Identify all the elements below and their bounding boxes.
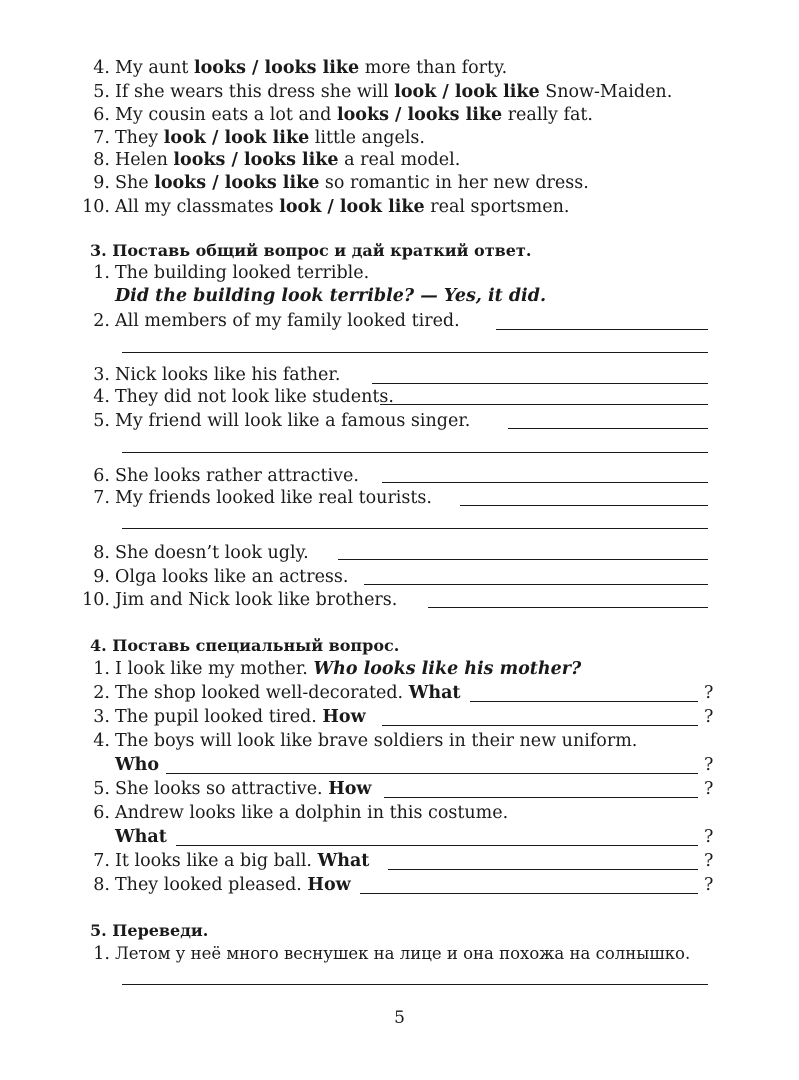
ex2-item	[0, 103, 799, 127]
answer-blank[interactable]	[496, 329, 708, 330]
item-number: 9.	[93, 173, 110, 193]
ex5-heading-line	[0, 919, 799, 943]
example-sentence: I look like my mother.	[115, 659, 308, 679]
item-text	[115, 657, 581, 681]
item-text: My aunt looks / looks like more than forty.	[115, 58, 508, 78]
ex2-item	[0, 80, 799, 104]
question-word: What	[408, 683, 461, 703]
item-number: 3.	[93, 365, 110, 385]
exercise-heading: 5. Переведи.	[90, 921, 209, 940]
item-text: They did not look like students.	[115, 387, 394, 407]
item-text: The shop looked well-decorated. What	[115, 683, 461, 703]
answer-blank[interactable]	[360, 893, 698, 894]
item-text: Jim and Nick look like brothers.	[115, 590, 398, 610]
answer-blank[interactable]	[122, 452, 708, 453]
item-text: My friends looked like real tourists.	[115, 488, 432, 508]
item-text: The boys will look like brave soldiers in their new uniform.	[115, 731, 638, 751]
item-number: 5.	[93, 411, 110, 431]
item-text: All members of my family looked tired.	[115, 311, 460, 331]
exercise-heading: 3. Поставь общий вопрос и дай краткий ответ.	[90, 241, 532, 260]
item-text: My cousin eats a lot and looks / looks like really fat.	[115, 105, 593, 125]
item-text: The pupil looked tired. How	[115, 707, 366, 727]
question-word: What	[317, 851, 370, 871]
item-text: Летом у неё много веснушек на лице и она похожа на солнышко.	[115, 944, 691, 963]
example-answer: Did the building look terrible? — Yes, it did.	[115, 286, 547, 306]
answer-blank[interactable]	[122, 984, 708, 985]
item-number: 1.	[93, 944, 110, 964]
item-number: 7.	[93, 851, 110, 871]
item-number: 4.	[93, 58, 110, 78]
question-word: How	[307, 875, 351, 895]
ex2-item	[0, 148, 799, 172]
example-sentence: The building looked terrible.	[115, 263, 370, 283]
answer-blank[interactable]	[372, 383, 708, 384]
exercise-heading: 4. Поставь специальный вопрос.	[90, 636, 400, 655]
ex3-example-answer	[0, 284, 799, 308]
ex4-heading-line	[0, 634, 799, 658]
item-number: 2.	[93, 311, 110, 331]
question-mark: ?	[704, 755, 714, 775]
question-mark: ?	[704, 707, 714, 727]
question-word: Who	[115, 755, 160, 775]
item-number: 6.	[93, 105, 110, 125]
item-number: 2.	[93, 683, 110, 703]
ex3-item	[0, 565, 799, 589]
question-mark: ?	[704, 875, 714, 895]
question-word: How	[328, 779, 372, 799]
ex3-item	[0, 541, 799, 565]
ex5-item	[0, 942, 799, 966]
answer-blank[interactable]	[470, 701, 698, 702]
ex4-example	[0, 657, 799, 681]
item-number: 8.	[93, 875, 110, 895]
ex4-item	[0, 801, 799, 825]
question-word: How	[322, 707, 366, 727]
ex3-item	[0, 464, 799, 488]
ex2-item	[0, 171, 799, 195]
item-number: 8.	[93, 543, 110, 563]
item-number: 5.	[93, 779, 110, 799]
item-text: My friend will look like a famous singer.	[115, 411, 471, 431]
item-number: 6.	[93, 803, 110, 823]
ex3-item	[0, 486, 799, 510]
item-text: Andrew looks like a dolphin in this costume.	[115, 803, 509, 823]
item-text: All my classmates look / look like real sportsmen.	[115, 197, 570, 217]
item-text: She looks so attractive. How	[115, 779, 372, 799]
item-number: 10.	[82, 197, 110, 217]
item-number: 6.	[93, 466, 110, 486]
item-text: It looks like a big ball. What	[115, 851, 370, 871]
answer-blank[interactable]	[338, 559, 708, 560]
item-number: 4.	[93, 387, 110, 407]
item-text: She doesn’t look ugly.	[115, 543, 309, 563]
answer-blank[interactable]	[428, 607, 708, 608]
answer-blank[interactable]	[382, 725, 698, 726]
item-number: 8.	[93, 150, 110, 170]
item-text: They look / look like little angels.	[115, 128, 425, 148]
answer-blank[interactable]	[388, 869, 698, 870]
item-number: 7.	[93, 488, 110, 508]
item-number: 7.	[93, 128, 110, 148]
question-mark: ?	[704, 851, 714, 871]
ex2-item	[0, 195, 799, 219]
ex3-heading-line	[0, 239, 799, 263]
ex2-item	[0, 126, 799, 150]
question-mark: ?	[704, 779, 714, 799]
item-text: Olga looks like an actress.	[115, 567, 349, 587]
answer-blank[interactable]	[460, 505, 708, 506]
item-number: 9.	[93, 567, 110, 587]
ex3-item	[0, 588, 799, 612]
ex3-item	[0, 385, 799, 409]
item-text: She looks rather attractive.	[115, 466, 359, 486]
item-text: They looked pleased. How	[115, 875, 351, 895]
item-number: 4.	[93, 731, 110, 751]
answer-blank[interactable]	[122, 528, 708, 529]
item-text: She looks / looks like so romantic in her new dress.	[115, 173, 589, 193]
question-mark: ?	[704, 827, 714, 847]
item-text: Helen looks / looks like a real model.	[115, 150, 461, 170]
ex4-item	[0, 729, 799, 753]
item-text: If she wears this dress she will look / look like Snow-Maiden.	[115, 82, 673, 102]
item-number: 10.	[82, 590, 110, 610]
answer-blank[interactable]	[364, 584, 708, 585]
item-number: 5.	[93, 82, 110, 102]
answer-blank[interactable]	[380, 404, 708, 405]
item-number: 1.	[93, 659, 110, 679]
answer-blank[interactable]	[382, 482, 708, 483]
ex2-item	[0, 56, 799, 80]
answer-blank[interactable]	[508, 428, 708, 429]
item-text: Nick looks like his father.	[115, 365, 341, 385]
question-mark: ?	[704, 683, 714, 703]
question-word: What	[115, 827, 167, 847]
ex3-example	[0, 261, 799, 285]
item-number: 1.	[93, 263, 110, 283]
item-number: 3.	[93, 707, 110, 727]
ex3-item	[0, 409, 799, 433]
answer-blank[interactable]	[176, 845, 698, 846]
answer-blank[interactable]	[384, 797, 698, 798]
answer-blank[interactable]	[122, 352, 708, 353]
answer-blank[interactable]	[166, 773, 698, 774]
example-answer: Who looks like his mother?	[313, 659, 582, 679]
page-number: 5	[394, 1008, 405, 1028]
